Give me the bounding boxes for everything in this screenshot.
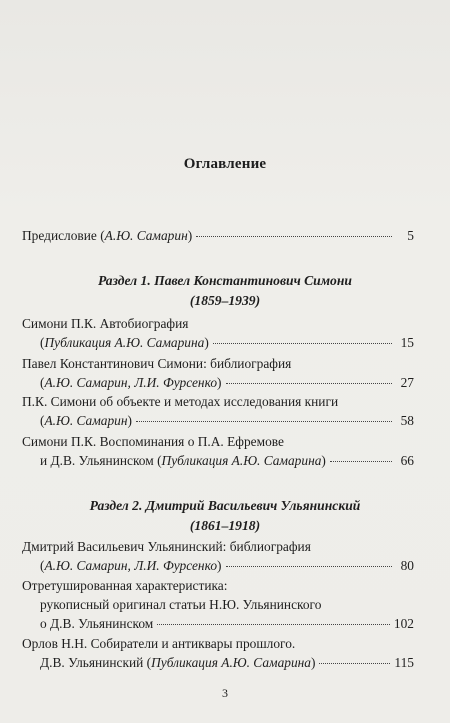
dot-leader	[136, 421, 392, 422]
toc-entry: Дмитрий Васильевич Ульянинский: библиография (А.Ю. Самарин, Л.И. Фурсенко) 80	[22, 539, 414, 573]
toc-entry: П.К. Симони об объекте и методах исследования книги (А.Ю. Самарин) 58	[22, 394, 414, 428]
dot-leader	[226, 383, 393, 384]
toc-entry: Павел Константинович Симони: библиография (А.Ю. Самарин, Л.И. Фурсенко) 27	[22, 356, 414, 390]
toc-entry-preface	[22, 226, 414, 245]
page-number: 80	[400, 558, 414, 573]
dot-leader	[330, 461, 392, 462]
section-heading-2: Раздел 2. Дмитрий Васильевич Ульянинский (1861–1918)	[89, 498, 361, 533]
dot-leader	[319, 663, 390, 664]
page-number: 102	[393, 616, 414, 631]
dot-leader	[157, 624, 390, 625]
entry-text: Предисловие (А.Ю. Самарин)	[22, 228, 193, 243]
page-number: 115	[394, 655, 414, 670]
toc-entry: Отретушированная характеристика: рукописный оригинал статьи Н.Ю. Ульянинского о Д.В. Ульянинском 102	[22, 578, 414, 631]
toc-entry: Симони П.К. Воспоминания о П.А. Ефремове и Д.В. Ульянинском (Публикация А.Ю. Самарина) 66	[22, 434, 414, 468]
toc-entry: Симони П.К. Автобиография (Публикация А.Ю. Самарина) 15	[22, 316, 414, 350]
toc-entry: Орлов Н.Н. Собиратели и антиквары прошлого. Д.В. Ульянинский (Публикация А.Ю. Самарина) 115	[22, 636, 414, 670]
page-number: 5	[407, 228, 414, 243]
dot-leader	[226, 566, 393, 567]
dot-leader	[196, 236, 392, 237]
page-number: 15	[400, 335, 414, 350]
section-heading-1: Раздел 1. Павел Константинович Симони (1859–1939)	[98, 273, 352, 308]
page-number: 58	[400, 413, 414, 428]
page-number: 66	[400, 453, 414, 468]
dot-leader	[213, 343, 392, 344]
folio-page-number: 3	[222, 686, 228, 700]
page-number: 27	[400, 375, 414, 390]
toc-title: Оглавление	[183, 156, 267, 172]
